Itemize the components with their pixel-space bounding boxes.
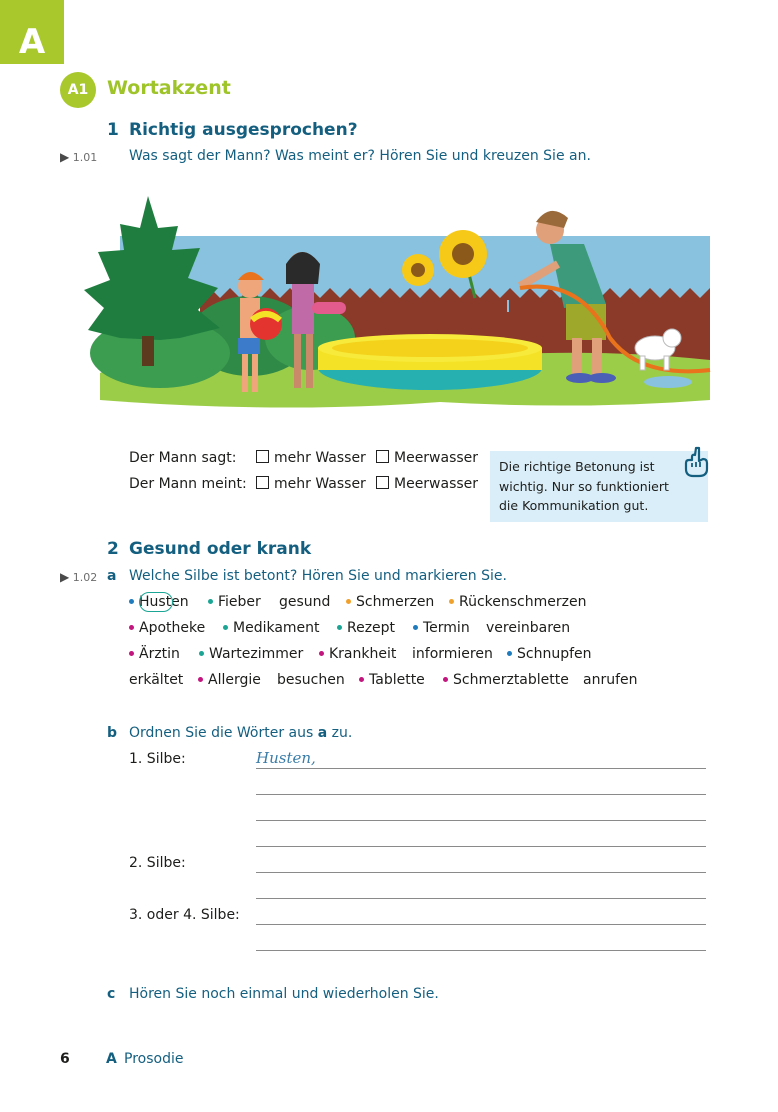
subtask-a-letter: a bbox=[107, 568, 117, 584]
word-item[interactable]: besuchen bbox=[277, 672, 345, 688]
stress-dot bbox=[208, 599, 213, 604]
word-item[interactable]: Rezept bbox=[337, 620, 395, 636]
word-item[interactable]: informieren bbox=[412, 646, 493, 662]
play-icon: ▶ bbox=[60, 570, 70, 584]
chapter-tab: A bbox=[0, 0, 64, 64]
tip-text: Die richtige Betonung ist wichtig. Nur so funktioniert die Kommunikation gut. bbox=[499, 459, 669, 513]
answer-line[interactable] bbox=[256, 768, 706, 769]
section-title: Wortakzent bbox=[107, 77, 231, 99]
play-icon: ▶ bbox=[60, 150, 70, 164]
syllable-label-2: 2. Silbe: bbox=[129, 855, 186, 871]
exercise-1-number: 1 bbox=[107, 120, 119, 140]
subtask-b-instruction: Ordnen Sie die Wörter aus a zu. bbox=[129, 725, 353, 741]
syllable-label-1: 1. Silbe: bbox=[129, 751, 186, 767]
stress-dot bbox=[223, 625, 228, 630]
stress-dot bbox=[198, 677, 203, 682]
word-item[interactable]: Apotheke bbox=[129, 620, 205, 636]
word-item[interactable]: Husten bbox=[129, 594, 189, 610]
answer-line[interactable] bbox=[256, 924, 706, 925]
hand-pointing-icon bbox=[682, 445, 710, 479]
option-sagt-meerwasser[interactable]: Meerwasser bbox=[376, 450, 478, 466]
checkbox[interactable] bbox=[376, 476, 389, 489]
exercise-2-title: Gesund oder krank bbox=[129, 539, 312, 559]
option-meint-meerwasser[interactable]: Meerwasser bbox=[376, 476, 478, 492]
word-item[interactable]: erkältet bbox=[129, 672, 184, 688]
syllable-label-3: 3. oder 4. Silbe: bbox=[129, 907, 240, 923]
stress-dot bbox=[129, 651, 134, 656]
audio-track-number: 1.01 bbox=[72, 151, 98, 164]
word-item[interactable]: Schmerzen bbox=[346, 594, 434, 610]
word-item[interactable]: vereinbaren bbox=[486, 620, 571, 636]
stress-dot bbox=[507, 651, 512, 656]
stress-dot bbox=[413, 625, 418, 630]
footer-chapter-title: Prosodie bbox=[124, 1051, 184, 1067]
stress-dot bbox=[443, 677, 448, 682]
word-item[interactable]: Allergie bbox=[198, 672, 261, 688]
audio-track-1[interactable] bbox=[60, 150, 97, 164]
stress-dot bbox=[337, 625, 342, 630]
audio-track-number: 1.02 bbox=[72, 571, 98, 584]
word-item[interactable]: Wartezimmer bbox=[199, 646, 303, 662]
answer-line[interactable] bbox=[256, 872, 706, 873]
word-item[interactable]: Krankheit bbox=[319, 646, 396, 662]
word-item[interactable]: Tablette bbox=[359, 672, 425, 688]
word-item[interactable]: Termin bbox=[413, 620, 470, 636]
stress-dot bbox=[319, 651, 324, 656]
answer-line[interactable] bbox=[256, 950, 706, 951]
row-label-sagt: Der Mann sagt: bbox=[129, 450, 237, 466]
exercise-1-instruction: Was sagt der Mann? Was meint er? Hören Sie und kreuzen Sie an. bbox=[129, 148, 591, 164]
stress-dot bbox=[199, 651, 204, 656]
word-item[interactable]: Schnupfen bbox=[507, 646, 592, 662]
answer-line[interactable] bbox=[256, 794, 706, 795]
subtask-b-letter: b bbox=[107, 725, 118, 741]
footer-chapter-letter: A bbox=[106, 1051, 117, 1067]
word-item[interactable]: gesund bbox=[279, 594, 331, 610]
example-answer: Husten, bbox=[256, 749, 316, 767]
page-number: 6 bbox=[60, 1051, 70, 1067]
subtask-c-letter: c bbox=[107, 986, 116, 1002]
stress-dot bbox=[129, 599, 134, 604]
word-item[interactable]: Medikament bbox=[223, 620, 320, 636]
checkbox[interactable] bbox=[256, 476, 269, 489]
exercise-2-number: 2 bbox=[107, 539, 119, 559]
option-sagt-mehr-wasser[interactable]: mehr Wasser bbox=[256, 450, 366, 466]
word-item[interactable]: anrufen bbox=[583, 672, 638, 688]
syllable-mark-circle bbox=[139, 592, 173, 612]
word-item[interactable]: Schmerztablette bbox=[443, 672, 569, 688]
audio-track-2[interactable] bbox=[60, 570, 97, 584]
subtask-c-instruction: Hören Sie noch einmal und wiederholen Sie. bbox=[129, 986, 439, 1002]
garden-illustration bbox=[80, 188, 712, 418]
word-item[interactable]: Ärztin bbox=[129, 646, 180, 662]
checkbox[interactable] bbox=[376, 450, 389, 463]
answer-line[interactable] bbox=[256, 898, 706, 899]
stress-dot bbox=[346, 599, 351, 604]
section-badge: A1 bbox=[60, 72, 96, 108]
subtask-a-instruction: Welche Silbe ist betont? Hören Sie und markieren Sie. bbox=[129, 568, 507, 584]
stress-dot bbox=[129, 625, 134, 630]
stress-dot bbox=[359, 677, 364, 682]
word-item[interactable]: Rückenschmerzen bbox=[449, 594, 586, 610]
option-meint-mehr-wasser[interactable]: mehr Wasser bbox=[256, 476, 366, 492]
answer-line[interactable] bbox=[256, 846, 706, 847]
row-label-meint: Der Mann meint: bbox=[129, 476, 247, 492]
answer-line[interactable] bbox=[256, 820, 706, 821]
checkbox[interactable] bbox=[256, 450, 269, 463]
exercise-1-title: Richtig ausgesprochen? bbox=[129, 120, 358, 140]
word-item[interactable]: Fieber bbox=[208, 594, 261, 610]
stress-dot bbox=[449, 599, 454, 604]
